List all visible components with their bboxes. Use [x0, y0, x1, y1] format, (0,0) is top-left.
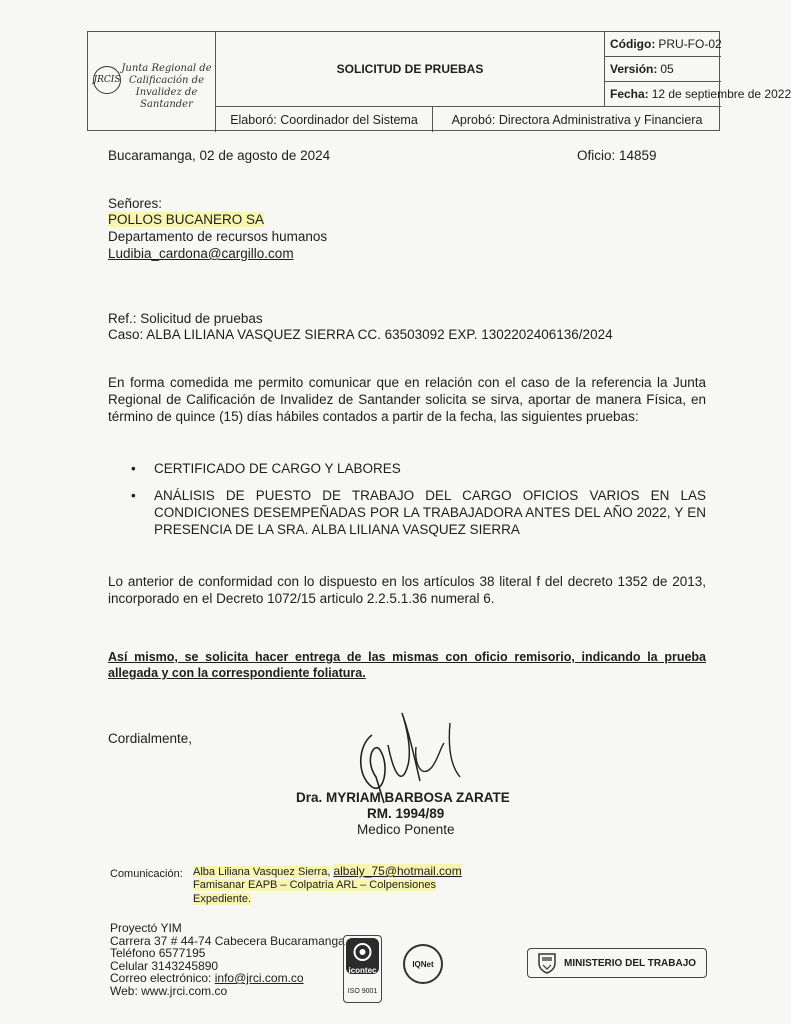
recipient-company — [108, 212, 264, 229]
version-label: Versión: — [610, 62, 658, 76]
signer-role: Medico Ponente — [357, 822, 455, 837]
ministry-label: MINISTERIO DEL TRABAJO — [564, 957, 697, 969]
footer-cell: Celular 3143245890 — [110, 958, 219, 973]
footer-email-row: Correo electrónico: info@jrci.com.co — [110, 971, 304, 985]
case-line: Caso: ALBA LILIANA VASQUEZ SIERRA CC. 63503092 EXP. 1302202406136/2024 — [108, 327, 613, 342]
communication-email[interactable]: albaly_75@hotmail.com — [333, 864, 462, 878]
codigo-value: PRU-FO-02 — [658, 37, 722, 51]
aprobo-cell: Aprobó: Directora Administrativa y Financiera — [451, 112, 703, 127]
legal-paragraph: Lo anterior de conformidad con lo dispuesto en los artículos 38 literal f del decreto 1352 de 2013, incorporado en el Decreto 1072/15 articulo 2.2.5.1.36 numeral 6. — [108, 574, 706, 606]
version-cell — [605, 57, 721, 82]
bullet-icon: • — [131, 488, 136, 503]
intro-paragraph: En forma comedida me permito comunicar que en relación con el caso de la referencia la Junta Regional de Calificación de Invalidez de Santander solicita se sirva, aportar de manera Física, en término de quince (15) días hábiles contados a partir de la fecha, las siguientes pruebas: — [108, 375, 706, 424]
recipient-email[interactable]: Ludibia_cardona@cargillo.com — [108, 246, 294, 261]
iqnet-label: IQNet — [412, 959, 434, 969]
communication-line-3: Expediente. — [193, 893, 252, 905]
footer-address: Carrera 37 # 44-74 Cabecera Bucaramanga — [110, 933, 345, 948]
communication-label: Comunicación: — [110, 868, 183, 880]
codigo-label: Código: — [610, 37, 656, 51]
footer-web: Web: www.jrci.com.co — [110, 983, 228, 998]
communication-line-1: Alba Liliana Vasquez Sierra, albaly_75@hotmail.com — [193, 864, 462, 878]
bullet-icon: • — [131, 461, 136, 476]
fecha-value: 12 de septiembre de 2022 — [651, 87, 791, 101]
logo-cell — [88, 32, 216, 132]
request-item: • CERTIFICADO DE CARGO Y LABORES — [131, 461, 401, 476]
communication-line-2: Famisanar EAPB – Colpatria ARL – Colpensiones — [193, 879, 436, 891]
document-title: SOLICITUD DE PRUEBAS — [216, 32, 605, 107]
fecha-cell — [605, 82, 791, 107]
footer-proyecto: Proyectó YIM — [110, 921, 182, 935]
jrcis-logo-icon: JRCIS — [93, 66, 121, 94]
logo-text: Junta Regional de Calificación de Invalidez de Santander — [121, 63, 212, 110]
place-date: Bucaramanga, 02 de agosto de 2024 — [108, 148, 331, 163]
recipient-department: Departamento de recursos humanos — [108, 229, 328, 244]
iso-label: ISO 9001 — [347, 988, 378, 995]
iqnet-logo — [403, 944, 443, 984]
footer-phone: Teléfono 6577195 — [110, 946, 206, 960]
signer-rm: RM. 1994/89 — [367, 806, 445, 821]
signer-name: Dra. MYRIAM BARBOSA ZARATE — [296, 790, 510, 805]
coat-of-arms-icon — [536, 951, 558, 975]
document-header-table — [87, 31, 791, 131]
codigo-cell — [605, 32, 721, 57]
ministry-badge — [527, 948, 707, 978]
recipient-company-text: POLLOS BUCANERO SA — [108, 212, 265, 227]
footer-email-link[interactable]: info@jrci.com.co — [214, 971, 304, 985]
footer-contact — [110, 922, 345, 997]
icontec-label: icontec — [348, 966, 377, 975]
version-value: 05 — [660, 62, 674, 76]
closing: Cordialmente, — [108, 731, 193, 746]
fecha-label: Fecha: — [610, 87, 649, 101]
elaboro-cell: Elaboró: Coordinador del Sistema — [216, 107, 433, 132]
delivery-notice: Así mismo, se solicita hacer entrega de las mismas con oficio remisorio, indicando la prueba allegada y con la correspondiente foliatura. — [108, 650, 706, 680]
request-item: • ANÁLISIS DE PUESTO DE TRABAJO DEL CARGO OFICIOS VARIOS EN LAS CONDICIONES DESEMPEÑADAS POR LA TRABAJADORA ANTES DEL AÑO 2022, Y EN PRESENCIA DE LA SRA. ALBA LILIANA VASQUEZ SIERRA — [131, 488, 706, 537]
oficio-number: Oficio: 14859 — [577, 148, 657, 163]
requests-list — [110, 460, 706, 548]
salutation: Señores: — [108, 196, 163, 211]
icontec-logo — [343, 935, 382, 1003]
reference-line: Ref.: Solicitud de pruebas — [108, 311, 263, 326]
